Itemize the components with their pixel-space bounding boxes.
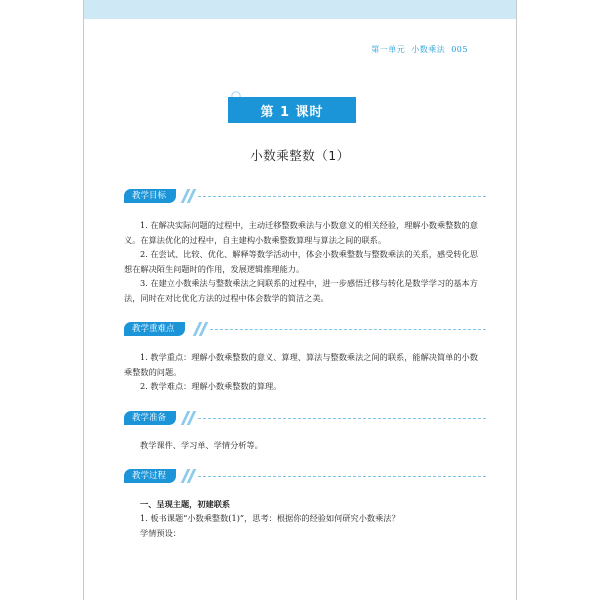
book-page bbox=[83, 0, 517, 600]
paragraph: 教学课件、学习单、学情分析等。 bbox=[140, 440, 263, 450]
section-header-process bbox=[124, 469, 486, 483]
paragraph: 2. 在尝试、比较、优化、解释等数学活动中，体会小数乘整数与整数乘法的关系，感受转化思想在解决陌生问题时的作用，发展逻辑推理能力。 bbox=[124, 249, 478, 274]
subheading: 一、呈现主题，初建联系 bbox=[140, 499, 231, 509]
lesson-banner: 第 1 课时 bbox=[228, 97, 356, 123]
dashed-rule bbox=[198, 476, 486, 477]
page-number: 005 bbox=[451, 45, 468, 54]
section-tag: 教学重难点 bbox=[124, 322, 185, 336]
header-topic: 小数乘法 bbox=[411, 45, 446, 54]
paragraph: 1. 教学重点：理解小数乘整数的意义、算理、算法与整数乘法之间的联系，能解决简单的小数乘整数的问题。 bbox=[124, 352, 478, 377]
paragraph: 1. 在解决实际问题的过程中，主动迁移整数乘法与小数意义的相关经验，理解小数乘整数的意义。在算法优化的过程中，自主建构小数乘整数算理与算法之间的联系。 bbox=[124, 220, 478, 245]
paragraph: 3. 在建立小数乘法与整数乘法之间联系的过程中，进一步感悟迁移与转化是数学学习的基本方法，同时在对比优化方法的过程中体会数学的简洁之美。 bbox=[124, 278, 478, 303]
header-unit: 第一单元 bbox=[371, 45, 406, 54]
section-tag: 教学准备 bbox=[124, 411, 176, 425]
section-tag: 教学目标 bbox=[124, 189, 176, 203]
section-header-preparation bbox=[124, 411, 486, 425]
section-header-objectives bbox=[124, 189, 486, 203]
dashed-rule bbox=[198, 418, 486, 419]
page-title: 小数乘整数（1） bbox=[250, 148, 350, 163]
top-color-band bbox=[84, 0, 516, 19]
section-header-key-points bbox=[124, 322, 486, 336]
dashed-rule bbox=[198, 196, 486, 197]
section-tag: 教学过程 bbox=[124, 469, 176, 483]
paragraph: 学情预设： bbox=[140, 528, 181, 538]
running-header bbox=[365, 44, 468, 55]
dashed-rule bbox=[210, 329, 486, 330]
paragraph: 1. 板书课题“小数乘整数(1)”，思考：根据你的经验如何研究小数乘法？ bbox=[140, 513, 400, 523]
paragraph: 2. 教学难点：理解小数乘整数的算理。 bbox=[140, 381, 282, 391]
